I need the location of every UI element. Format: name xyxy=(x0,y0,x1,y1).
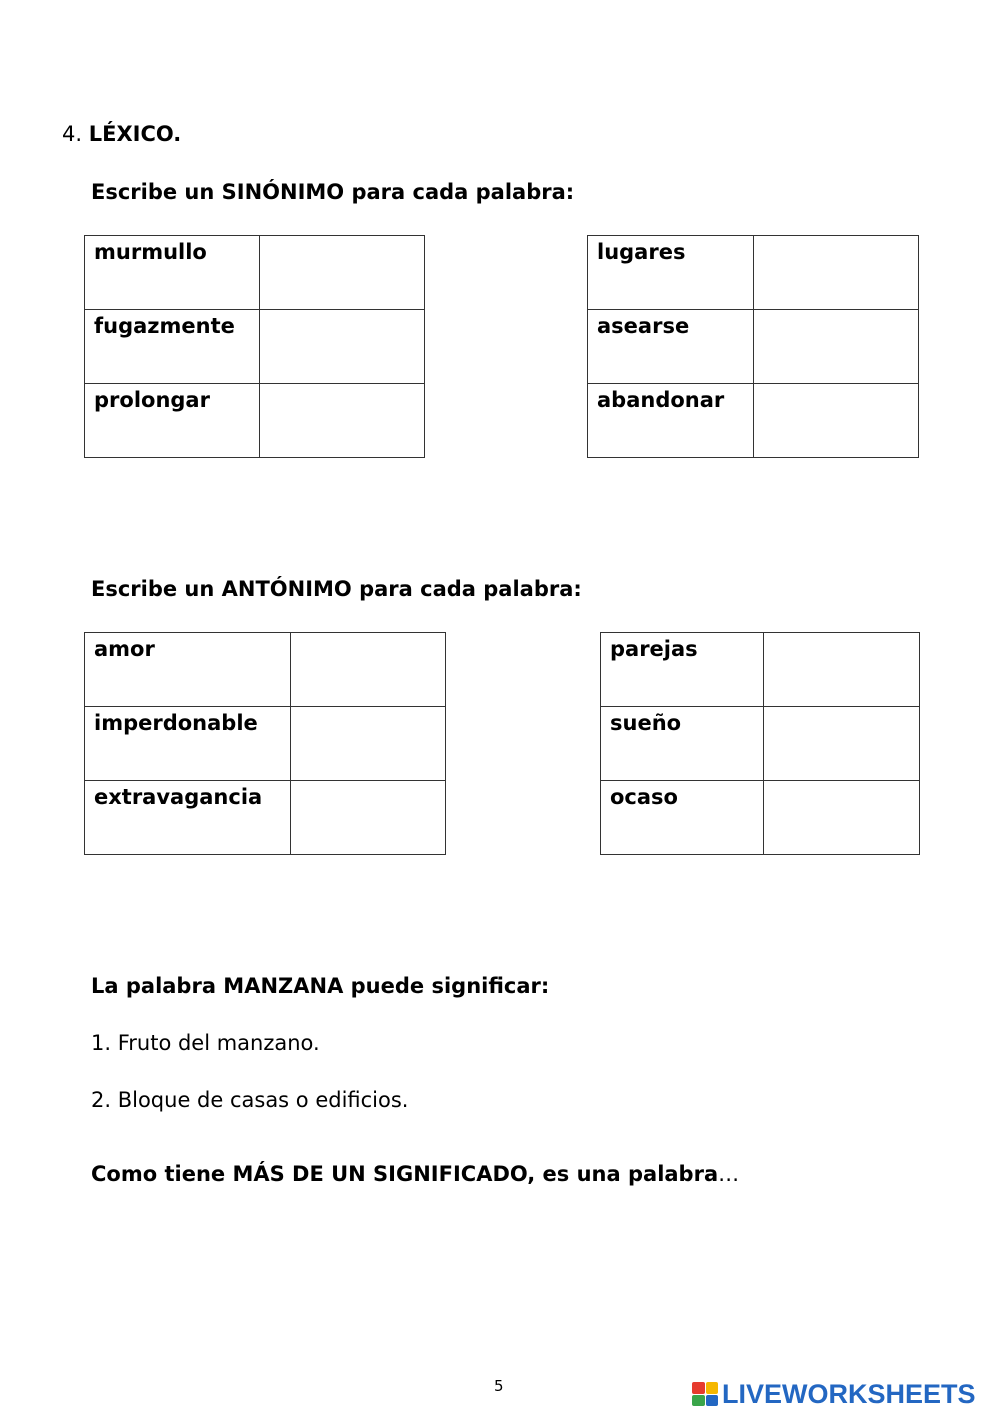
antonyms-table-left xyxy=(84,632,446,855)
answer-cell[interactable] xyxy=(260,384,425,458)
answer-cell[interactable] xyxy=(260,310,425,384)
table-row xyxy=(85,310,425,384)
answer-cell[interactable] xyxy=(291,707,446,781)
table-row xyxy=(85,384,425,458)
word-cell: extravagancia xyxy=(85,781,291,855)
logo-icon xyxy=(692,1382,718,1406)
word-cell: abandonar xyxy=(588,384,754,458)
table-row xyxy=(588,384,919,458)
synonyms-table-right xyxy=(587,235,919,458)
answer-cell[interactable] xyxy=(764,633,920,707)
section-heading xyxy=(62,122,181,146)
table-row xyxy=(601,707,920,781)
section-number: 4. xyxy=(62,122,83,146)
synonyms-table-left xyxy=(84,235,425,458)
answer-cell[interactable] xyxy=(754,384,919,458)
table-row xyxy=(601,781,920,855)
word-cell: ocaso xyxy=(601,781,764,855)
word-cell: asearse xyxy=(588,310,754,384)
answer-cell[interactable] xyxy=(764,781,920,855)
word-cell: parejas xyxy=(601,633,764,707)
answer-cell[interactable] xyxy=(754,236,919,310)
word-cell: lugares xyxy=(588,236,754,310)
table-row xyxy=(601,633,920,707)
ellipsis: … xyxy=(718,1162,740,1186)
word-cell: sueño xyxy=(601,707,764,781)
answer-cell[interactable] xyxy=(291,633,446,707)
antonyms-instruction: Escribe un ANTÓNIMO para cada palabra: xyxy=(91,577,582,601)
word-cell: murmullo xyxy=(85,236,260,310)
table-row xyxy=(85,781,446,855)
logo-text: LIVEWORKSHEETS xyxy=(722,1378,976,1409)
meaning-1: 1. Fruto del manzano. xyxy=(91,1031,320,1055)
answer-cell[interactable] xyxy=(754,310,919,384)
table-row xyxy=(588,310,919,384)
answer-cell[interactable] xyxy=(260,236,425,310)
table-row xyxy=(85,707,446,781)
meaning-2: 2. Bloque de casas o edificios. xyxy=(91,1088,409,1112)
word-cell: prolongar xyxy=(85,384,260,458)
table-row xyxy=(85,633,446,707)
answer-cell[interactable] xyxy=(291,781,446,855)
word-cell: imperdonable xyxy=(85,707,291,781)
synonyms-instruction: Escribe un SINÓNIMO para cada palabra: xyxy=(91,180,575,204)
table-row xyxy=(588,236,919,310)
word-cell: amor xyxy=(85,633,291,707)
section-title: LÉXICO. xyxy=(88,122,182,146)
word-cell: fugazmente xyxy=(85,310,260,384)
polysemy-question-text: Como tiene MÁS DE UN SIGNIFICADO, es una palabra xyxy=(91,1162,719,1186)
page-number: 5 xyxy=(494,1377,504,1395)
liveworksheets-logo xyxy=(692,1380,976,1408)
polysemy-intro: La palabra MANZANA puede significar: xyxy=(91,974,550,998)
table-row xyxy=(85,236,425,310)
antonyms-table-right xyxy=(600,632,920,855)
polysemy-question xyxy=(91,1162,739,1186)
answer-cell[interactable] xyxy=(764,707,920,781)
